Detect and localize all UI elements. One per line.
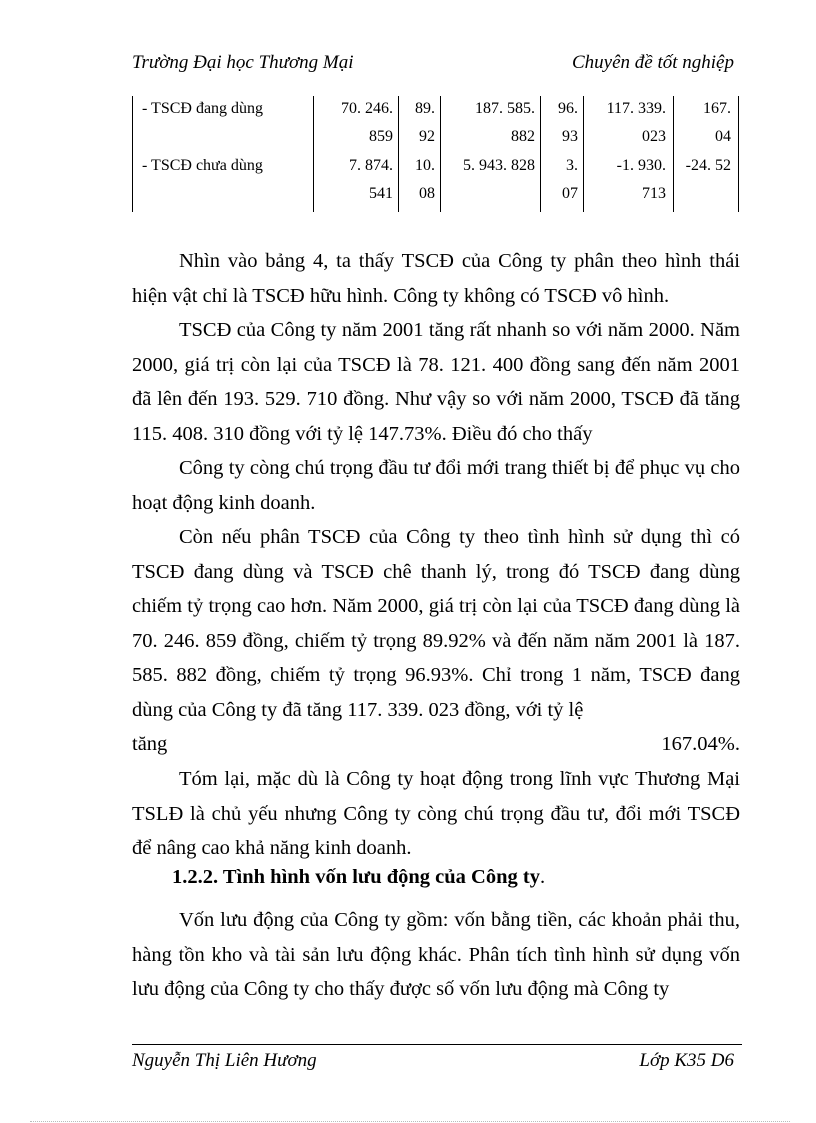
footer-rule	[132, 1044, 742, 1045]
table-cell: 167.	[703, 100, 731, 117]
row-label: - TSCĐ chưa dùng	[142, 157, 263, 174]
header-school: Trường Đại học Thương Mại	[132, 52, 354, 73]
section-heading-dot: .	[539, 866, 546, 888]
paragraph-tail-right: 167.04%.	[661, 733, 740, 755]
table-cell: 882	[511, 128, 535, 145]
table-cell: 5. 943. 828	[463, 157, 535, 174]
paragraph-tail	[132, 727, 740, 762]
paragraph: Công ty còng chú trọng đầu tư đổi mới trang thiết bị để phục vụ cho hoạt động kinh doanh.	[132, 457, 740, 514]
section-heading-text: 1.2.2. Tình hình vốn lưu động của Công ty	[172, 866, 540, 888]
table-cell: 117. 339.	[606, 100, 666, 117]
table-cell: 08	[419, 185, 435, 202]
table-cell: 7. 874.	[349, 157, 393, 174]
table-cell: 10.	[415, 157, 435, 174]
table-cell: 89.	[415, 100, 435, 117]
header-doc-type: Chuyên đề tốt nghiệp	[572, 52, 734, 73]
paragraph: Còn nếu phân TSCĐ của Công ty theo tình hình sử dụng thì có TSCĐ đang dùng và TSCĐ chê thanh lý, trong đó TSCĐ đang dùng chiếm tỷ trọng cao hơn. Năm 2000, giá trị còn lại của TSCĐ đang dùng là 70. 246. 859 đồng, chiếm tỷ trọng 89.92% và đến năm năm 2001 là 187. 585. 882 đồng, chiếm tỷ trọng 96.93%. Chỉ trong 1 năm, TSCĐ đang dùng của Công ty đã tăng 117. 339. 023 đồng, với tỷ lệ	[132, 526, 740, 721]
body-summary	[132, 762, 740, 866]
table-cell: 713	[642, 185, 666, 202]
paragraph: Vốn lưu động của Công ty gồm: vốn bằng tiền, các khoản phải thu, hàng tồn kho và tài sản lưu động khác. Phân tích tình hình sử dụng vốn lưu động của Công ty cho thấy được số vốn lưu động mà Công ty	[132, 909, 740, 1000]
footer-class: Lớp K35 D6	[639, 1050, 734, 1071]
table-cell: 93	[562, 128, 578, 145]
paragraph: Tóm lại, mặc dù là Công ty hoạt động trong lĩnh vực Thương Mại TSLĐ là chủ yếu nhưng Công ty còng chú trọng đầu tư, đổi mới TSCĐ để nâng cao khả năng kinh doanh.	[132, 768, 740, 859]
table-cell: -1. 930.	[616, 157, 666, 174]
table-cell: 96.	[558, 100, 578, 117]
paragraph-tail-left: tăng	[132, 733, 168, 755]
paragraph: TSCĐ của Công ty năm 2001 tăng rất nhanh so với năm 2000. Năm 2000, giá trị còn lại của TSCĐ là 78. 121. 400 đồng sang đến năm 2001 đã lên đến 193. 529. 710 đồng. Như vậy so với năm 2000, TSCĐ đã tăng 115. 408. 310 đồng với tỷ lệ 147.73%. Điều đó cho thấy	[132, 319, 740, 445]
table-cell: 541	[369, 185, 393, 202]
footer-author: Nguyễn Thị Liên Hương	[132, 1050, 317, 1071]
page-header	[132, 52, 734, 78]
section-heading	[172, 866, 545, 889]
table-cell: 023	[642, 128, 666, 145]
body-lower	[132, 903, 740, 1007]
body-upper	[132, 244, 740, 762]
asset-table-fragment	[130, 96, 740, 212]
table-cell: 07	[562, 185, 578, 202]
page-edge-divider	[30, 1121, 790, 1122]
table-cell: 859	[369, 128, 393, 145]
page-footer	[132, 1050, 734, 1076]
table-cell: 3.	[566, 157, 578, 174]
table-cell: -24. 52	[685, 157, 731, 174]
table-cell: 187. 585.	[475, 100, 535, 117]
table-cell: 70. 246.	[341, 100, 393, 117]
table-cell: 04	[715, 128, 731, 145]
table-cell: 92	[419, 128, 435, 145]
paragraph: Nhìn vào bảng 4, ta thấy TSCĐ của Công ty phân theo hình thái hiện vật chỉ là TSCĐ hữu hình. Công ty không có TSCĐ vô hình.	[132, 250, 740, 307]
row-label: - TSCĐ đang dùng	[142, 100, 264, 117]
